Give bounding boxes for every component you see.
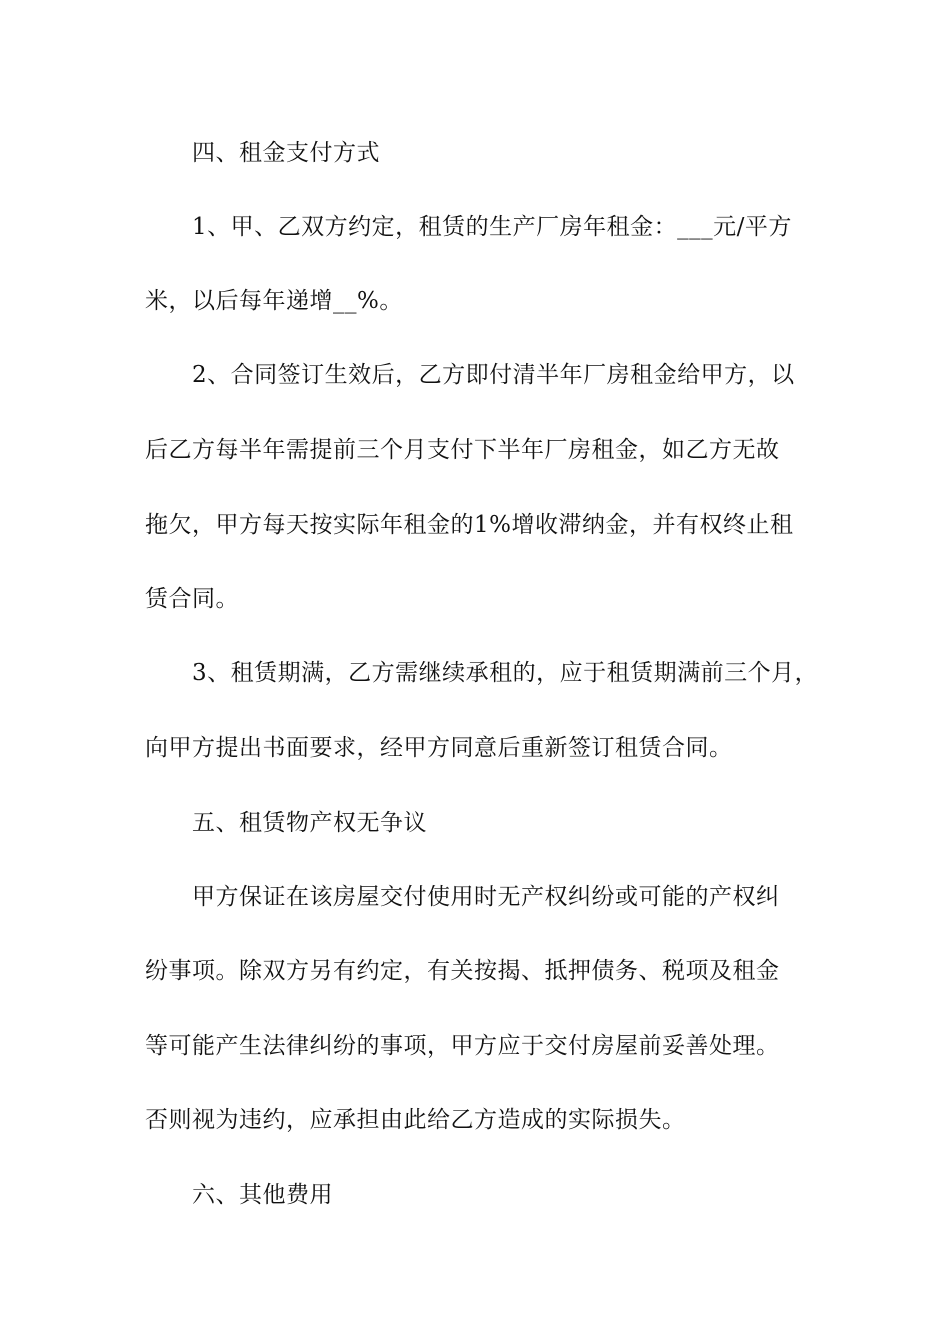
paragraph-line: 向甲方提出书面要求，经甲方同意后重新签订租赁合同。 xyxy=(145,735,733,761)
section-heading-property-rights: 五、租赁物产权无争议 xyxy=(192,810,427,836)
paragraph-line: 2、合同签订生效后，乙方即付清半年厂房租金给甲方，以 xyxy=(192,362,795,388)
paragraph-line: 纷事项。除双方另有约定，有关按揭、抵押债务、税项及租金 xyxy=(145,958,780,984)
section-heading-other-fees: 六、其他费用 xyxy=(192,1182,333,1208)
paragraph-line: 米，以后每年递增__%。 xyxy=(145,288,403,314)
paragraph-line: 否则视为违约，应承担由此给乙方造成的实际损失。 xyxy=(145,1107,686,1133)
paragraph-line: 拖欠，甲方每天按实际年租金的1%增收滞纳金，并有权终止租 xyxy=(145,512,794,538)
paragraph-line: 3、租赁期满，乙方需继续承租的，应于租赁期满前三个月， xyxy=(192,660,819,686)
paragraph-line: 赁合同。 xyxy=(145,586,239,612)
paragraph-line: 1、甲、乙双方约定，租赁的生产厂房年租金：___元/平方 xyxy=(192,214,792,240)
paragraph-line: 等可能产生法律纠纷的事项，甲方应于交付房屋前妥善处理。 xyxy=(145,1033,780,1059)
paragraph-line: 甲方保证在该房屋交付使用时无产权纠纷或可能的产权纠 xyxy=(192,884,780,910)
section-heading-rent-payment: 四、租金支付方式 xyxy=(192,140,380,166)
paragraph-line: 后乙方每半年需提前三个月支付下半年厂房租金，如乙方无故 xyxy=(145,437,780,463)
